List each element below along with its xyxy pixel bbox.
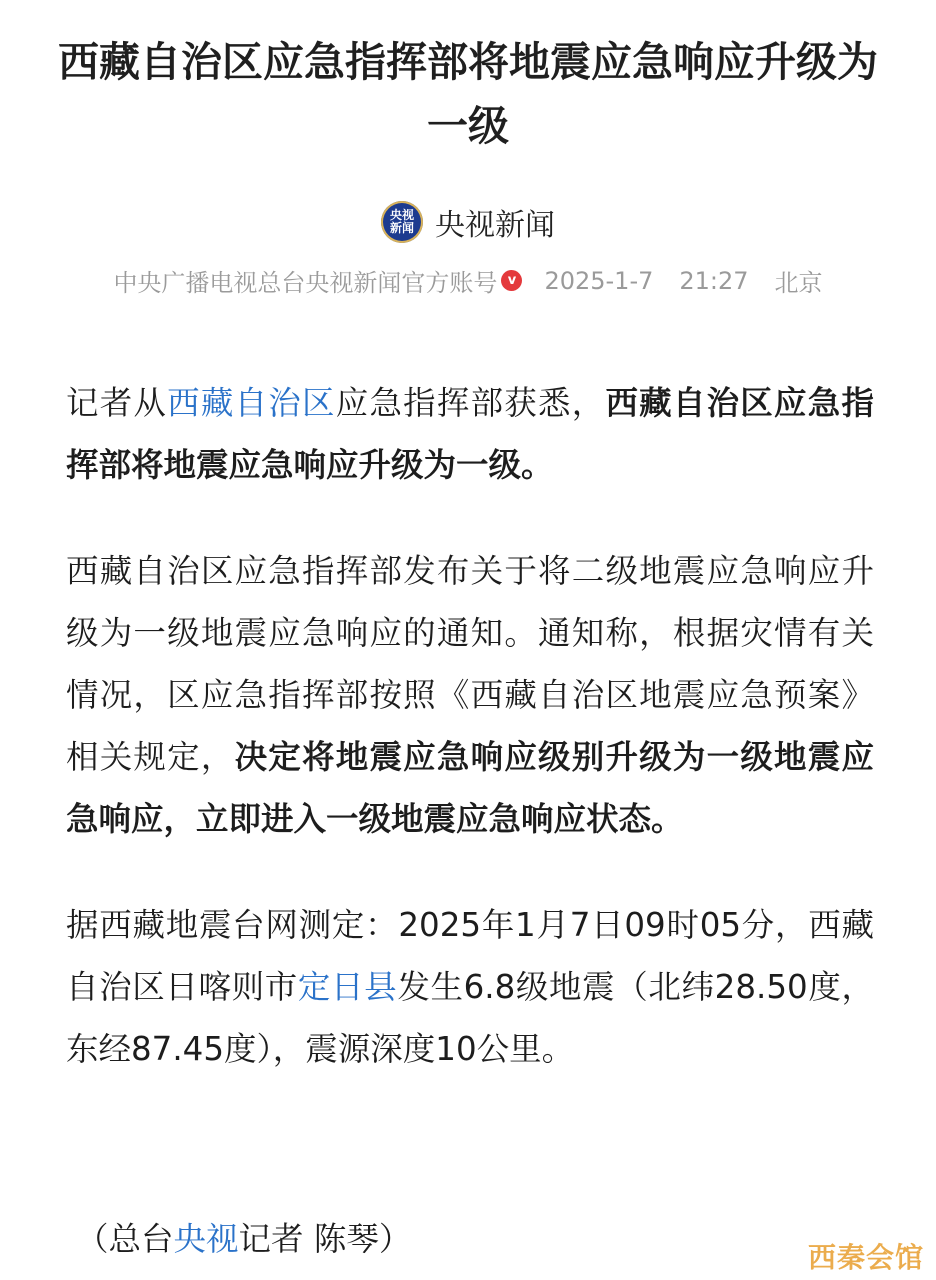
paragraph-3 [66, 894, 874, 1080]
watermark: 西秦会馆 [807, 1241, 924, 1274]
link-dingri-county[interactable]: 定日县 [297, 968, 398, 1006]
reporter-credit [76, 1208, 411, 1270]
logo-text-bottom: 新闻 [389, 221, 414, 235]
p1-text-1: 记者从 [66, 384, 168, 422]
p3-text-2: 发生6.8级地震（北纬28.50度，东经87.45度），震源深度10公里。 [66, 968, 874, 1068]
p1-bold-text: 西藏自治区应急指挥部将地震应急响应升级为一级。 [66, 384, 874, 484]
credit-text-1: （总台 [76, 1220, 174, 1258]
verified-badge-icon: v [501, 270, 522, 291]
source-row[interactable] [0, 200, 936, 244]
publish-time: 21:27 [679, 266, 749, 295]
paragraph-1 [66, 372, 874, 496]
account-description: 中央广播电视总台央视新闻官方账号 [113, 269, 498, 297]
publish-location: 北京 [774, 269, 823, 297]
p3-text-1: 据西藏地震台网测定：2025年1月7日09时05分，西藏自治区日喀则市 [66, 906, 874, 1006]
link-cctv[interactable]: 央视 [173, 1220, 239, 1258]
paragraph-2 [66, 540, 874, 850]
p2-bold-text: 决定将地震应急响应级别升级为一级地震应急响应，立即进入一级地震应急响应状态。 [66, 738, 874, 838]
logo-text-top: 央视 [389, 208, 414, 222]
article-body [66, 372, 874, 1124]
source-name[interactable]: 央视新闻 [435, 208, 555, 243]
cctv-news-logo-icon[interactable] [381, 201, 423, 243]
credit-text-2: 记者 陈琴） [238, 1220, 412, 1258]
link-xizang-region[interactable]: 西藏自治区 [167, 384, 336, 422]
p1-text-2: 应急指挥部获悉， [335, 384, 606, 422]
publish-date: 2025-1-7 [544, 266, 654, 295]
article-title: 西藏自治区应急指挥部将地震应急响应升级为一级 [58, 38, 878, 150]
p2-text-1: 西藏自治区应急指挥部发布关于将二级地震应急响应升级为一级地震应急响应的通知。通知称，根据灾情有关情况，区应急指挥部按照《西藏自治区地震应急预案》相关规定， [66, 552, 874, 776]
article-meta [0, 263, 936, 298]
